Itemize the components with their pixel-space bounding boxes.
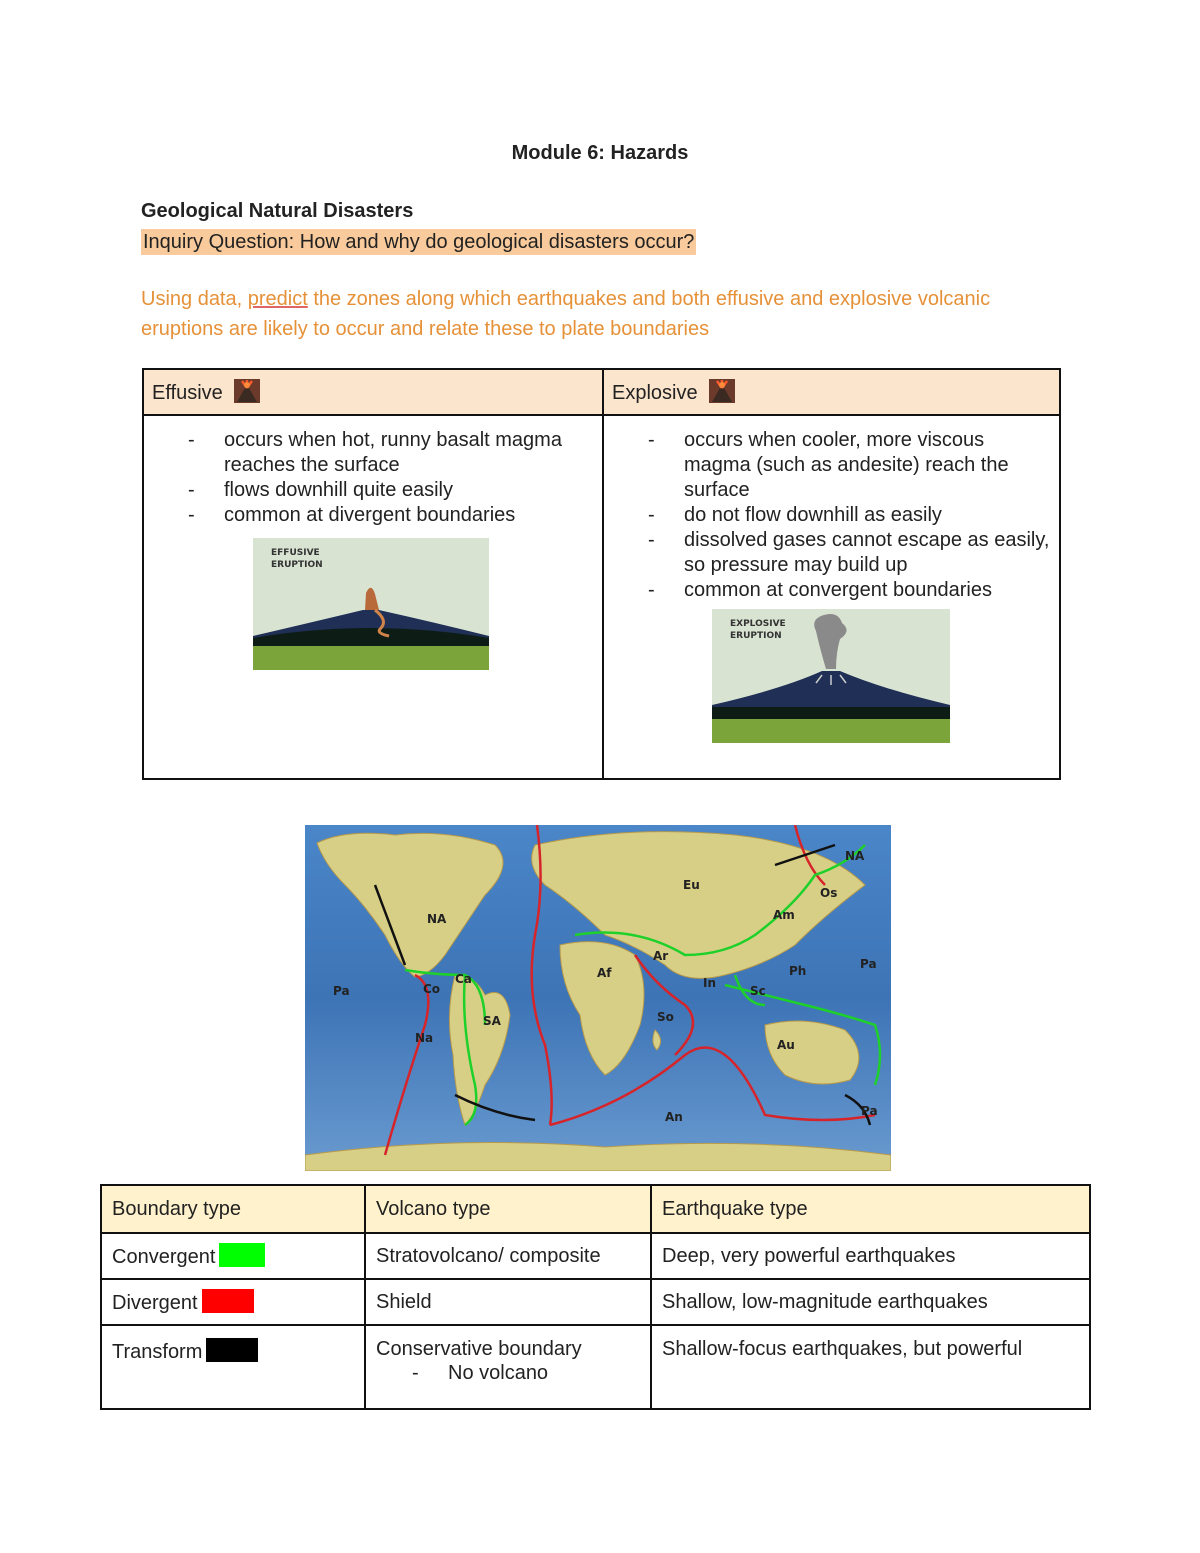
plate-boundary-map (305, 825, 891, 1171)
plate-label: Pa (861, 1104, 878, 1118)
plate-label: Pa (860, 957, 877, 971)
plate-label: Af (597, 966, 612, 980)
section-heading: Geological Natural Disasters (141, 200, 414, 222)
objective-keyword: predict (247, 288, 308, 310)
plate-label: Na (415, 1031, 434, 1045)
list-item: - occurs when hot, runny basalt magma reaches the surface (188, 428, 594, 478)
boundary-name: Divergent (112, 1292, 198, 1314)
list-item: - common at divergent boundaries (188, 503, 594, 528)
plate-label: Ph (789, 964, 807, 978)
inquiry-question: Inquiry Question: How and why do geological disasters occur? (143, 231, 695, 253)
volcano-cell: Shield (365, 1279, 651, 1325)
list-item: - occurs when cooler, more viscous magma (such as andesite) reach the surface (648, 428, 1051, 503)
boundary-cell (101, 1233, 365, 1279)
transform-color-swatch (206, 1338, 258, 1362)
volcano-sub-list (412, 1361, 640, 1386)
plate-label: Os (820, 886, 838, 900)
boundary-cell (101, 1325, 365, 1409)
list-item: - dissolved gases cannot escape as easily, so pressure may build up (648, 528, 1051, 578)
earthquake-cell: Shallow, low-magnitude earthquakes (651, 1279, 1090, 1325)
effusive-body-cell (143, 415, 603, 779)
explosive-body-cell (603, 415, 1060, 779)
explosive-header: Explosive (612, 382, 698, 404)
boundary-name: Transform (112, 1341, 203, 1363)
objective-prefix: Using data, (141, 288, 248, 310)
header-boundary-type: Boundary type (101, 1185, 365, 1233)
boundary-name: Convergent (112, 1246, 216, 1268)
list-item: - common at convergent boundaries (648, 578, 1051, 603)
explosive-header-cell (603, 369, 1060, 415)
header-volcano-type: Volcano type (365, 1185, 651, 1233)
plate-label: Co (423, 982, 441, 996)
list-item: - No volcano (412, 1361, 640, 1386)
earthquake-cell: Deep, very powerful earthquakes (651, 1233, 1090, 1279)
plate-label: NA (427, 912, 447, 926)
plate-label: SA (483, 1014, 501, 1028)
effusive-image-label-1: EFFUSIVE (271, 548, 320, 558)
header-earthquake-type: Earthquake type (651, 1185, 1090, 1233)
plate-label: Ar (653, 949, 669, 963)
earthquake-cell: Shallow-focus earthquakes, but powerful (651, 1325, 1090, 1409)
plate-label: Eu (683, 878, 700, 892)
eruption-comparison-table (142, 368, 1061, 780)
explosive-image-label-1: EXPLOSIVE (730, 619, 786, 629)
plate-label: In (703, 976, 717, 990)
volcano-name: Conservative boundary (376, 1338, 582, 1360)
boundary-cell (101, 1279, 365, 1325)
plate-label: An (665, 1110, 683, 1124)
effusive-bullets (188, 428, 594, 528)
effusive-image-label-2: ERUPTION (271, 560, 323, 570)
effusive-header-cell (143, 369, 603, 415)
volcano-icon (234, 379, 260, 403)
list-item: - flows downhill quite easily (188, 478, 594, 503)
effusive-eruption-image (253, 538, 489, 670)
boundary-type-table (100, 1184, 1091, 1410)
divergent-color-swatch (202, 1289, 254, 1313)
volcano-cell: Stratovolcano/ composite (365, 1233, 651, 1279)
convergent-color-swatch (219, 1243, 265, 1267)
learning-objective (141, 284, 1071, 344)
plate-label: So (657, 1010, 674, 1024)
explosive-image-label-2: ERUPTION (730, 631, 782, 641)
list-item: - do not flow downhill as easily (648, 503, 1051, 528)
plate-label: Am (773, 908, 795, 922)
effusive-header: Effusive (152, 382, 223, 404)
table-row (101, 1279, 1090, 1325)
page-title: Module 6: Hazards (511, 142, 689, 164)
plate-label: NA (845, 849, 865, 863)
explosive-bullets (648, 428, 1051, 603)
plate-label: Au (777, 1038, 795, 1052)
volcano-icon (709, 379, 735, 403)
plate-label: Ca (455, 972, 472, 986)
plate-label: Sc (750, 984, 766, 998)
plate-label: Pa (333, 984, 350, 998)
objective-suffix: the zones along which earthquakes and both effusive and explosive volcanic eruptions are likely to occur and relate these to plate boundaries (141, 288, 991, 340)
table-row (101, 1325, 1090, 1409)
volcano-cell (365, 1325, 651, 1409)
table-row (101, 1233, 1090, 1279)
explosive-eruption-image (712, 609, 950, 743)
